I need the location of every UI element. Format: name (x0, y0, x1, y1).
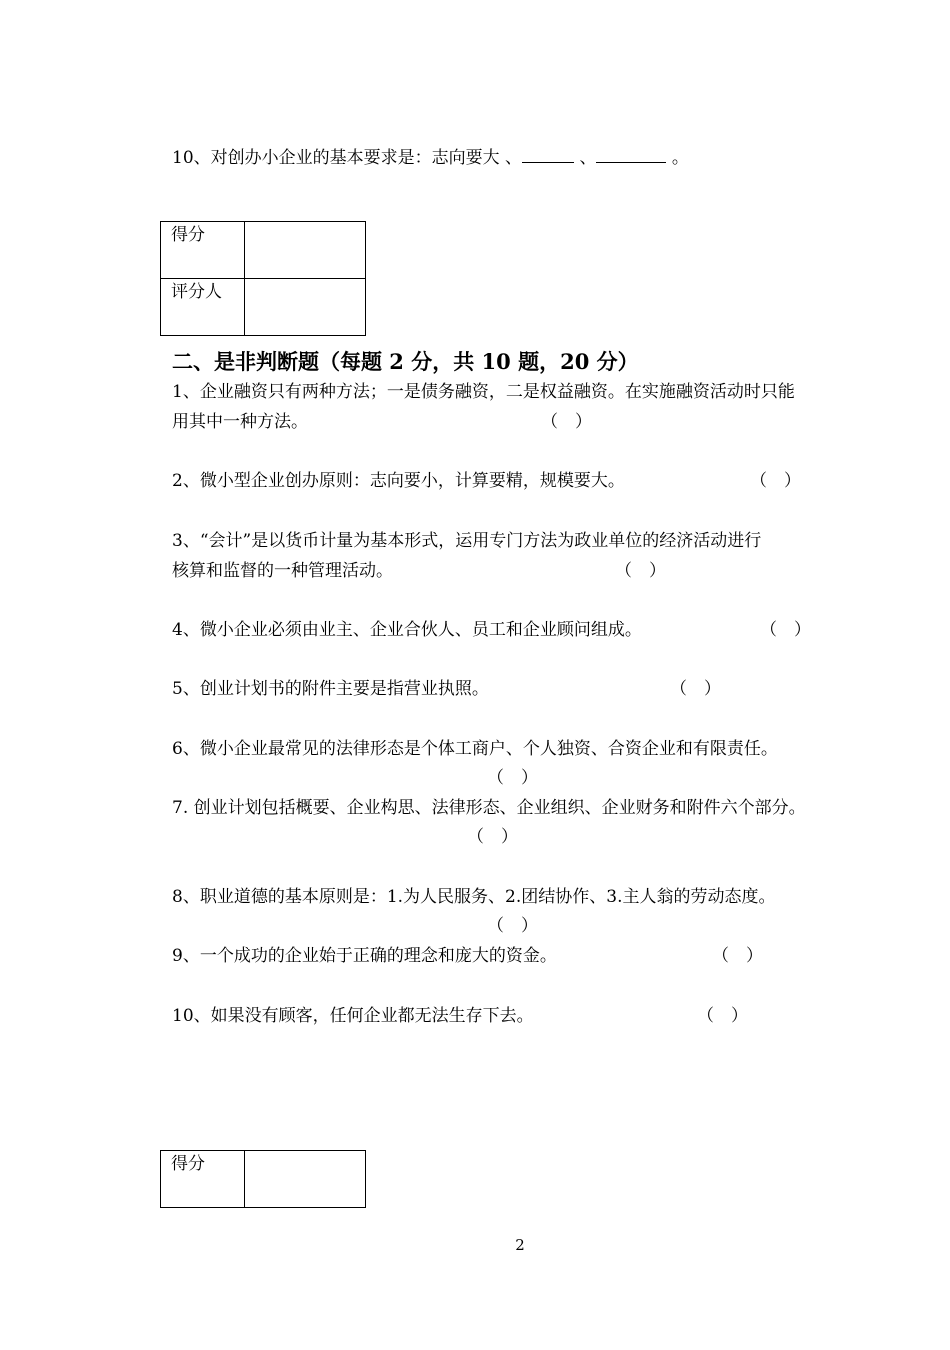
answer-blank-2[interactable] (596, 146, 666, 163)
question-9: 9、一个成功的企业始于正确的理念和庞大的资金。 (172, 946, 557, 966)
grader-cell[interactable] (245, 279, 366, 336)
answer-paren-9[interactable]: （ ） (712, 946, 763, 966)
question-7: 7. 创业计划包括概要、企业构思、法律形态、企业组织、企业财务和附件六个部分。 (172, 798, 806, 818)
question-10: 10、如果没有顾客，任何企业都无法生存下去。 (172, 1006, 534, 1026)
score-cell[interactable] (245, 222, 366, 279)
answer-paren-5[interactable]: （ ） (670, 679, 721, 699)
answer-paren-10[interactable]: （ ） (697, 1006, 748, 1026)
answer-paren-3[interactable]: （ ） (615, 561, 666, 581)
question-8: 8、职业道德的基本原则是：1.为人民服务、2.团结协作、3.主人翁的劳动态度。 (172, 887, 776, 907)
question-4: 4、微小企业必须由业主、企业合伙人、员工和企业顾问组成。 (172, 620, 642, 640)
answer-paren-6[interactable]: （ ） (487, 768, 538, 788)
grader-label: 评分人 (161, 279, 245, 336)
score-label: 得分 (161, 222, 245, 279)
question-6: 6、微小企业最常见的法律形态是个体工商户、个人独资、合资企业和有限责任。 (172, 739, 778, 759)
answer-paren-7[interactable]: （ ） (467, 827, 518, 847)
question-3: 3、“会计”是以货币计量为基本形式，运用专门方法为政业单位的经济活动进行 核算和监督的一种管理活动。 (172, 531, 762, 581)
question-5: 5、创业计划书的附件主要是指营业执照。 (172, 679, 489, 699)
fill-question-10: 10、对创办小企业的基本要求是：志向要大 、 、 。 (172, 148, 689, 168)
page-number: 2 (515, 1236, 525, 1254)
question-1: 1、企业融资只有两种方法；一是债务融资，二是权益融资。在实施融资活动时只能 用其中一种方法。 (172, 382, 795, 432)
score-table-bottom (160, 1150, 366, 1208)
answer-blank-1[interactable] (522, 146, 574, 163)
answer-paren-4[interactable]: （ ） (760, 620, 811, 640)
score-label: 得分 (161, 1151, 245, 1208)
answer-paren-2[interactable]: （ ） (750, 471, 801, 491)
answer-paren-8[interactable]: （ ） (487, 916, 538, 936)
score-table (160, 221, 366, 336)
question-2: 2、微小型企业创办原则：志向要小，计算要精，规模要大。 (172, 471, 625, 491)
answer-paren-1[interactable]: （ ） (541, 412, 592, 432)
score-cell[interactable] (245, 1151, 366, 1208)
section-heading: 二、是非判断题（每题 2 分，共 10 题，20 分） (172, 349, 639, 374)
